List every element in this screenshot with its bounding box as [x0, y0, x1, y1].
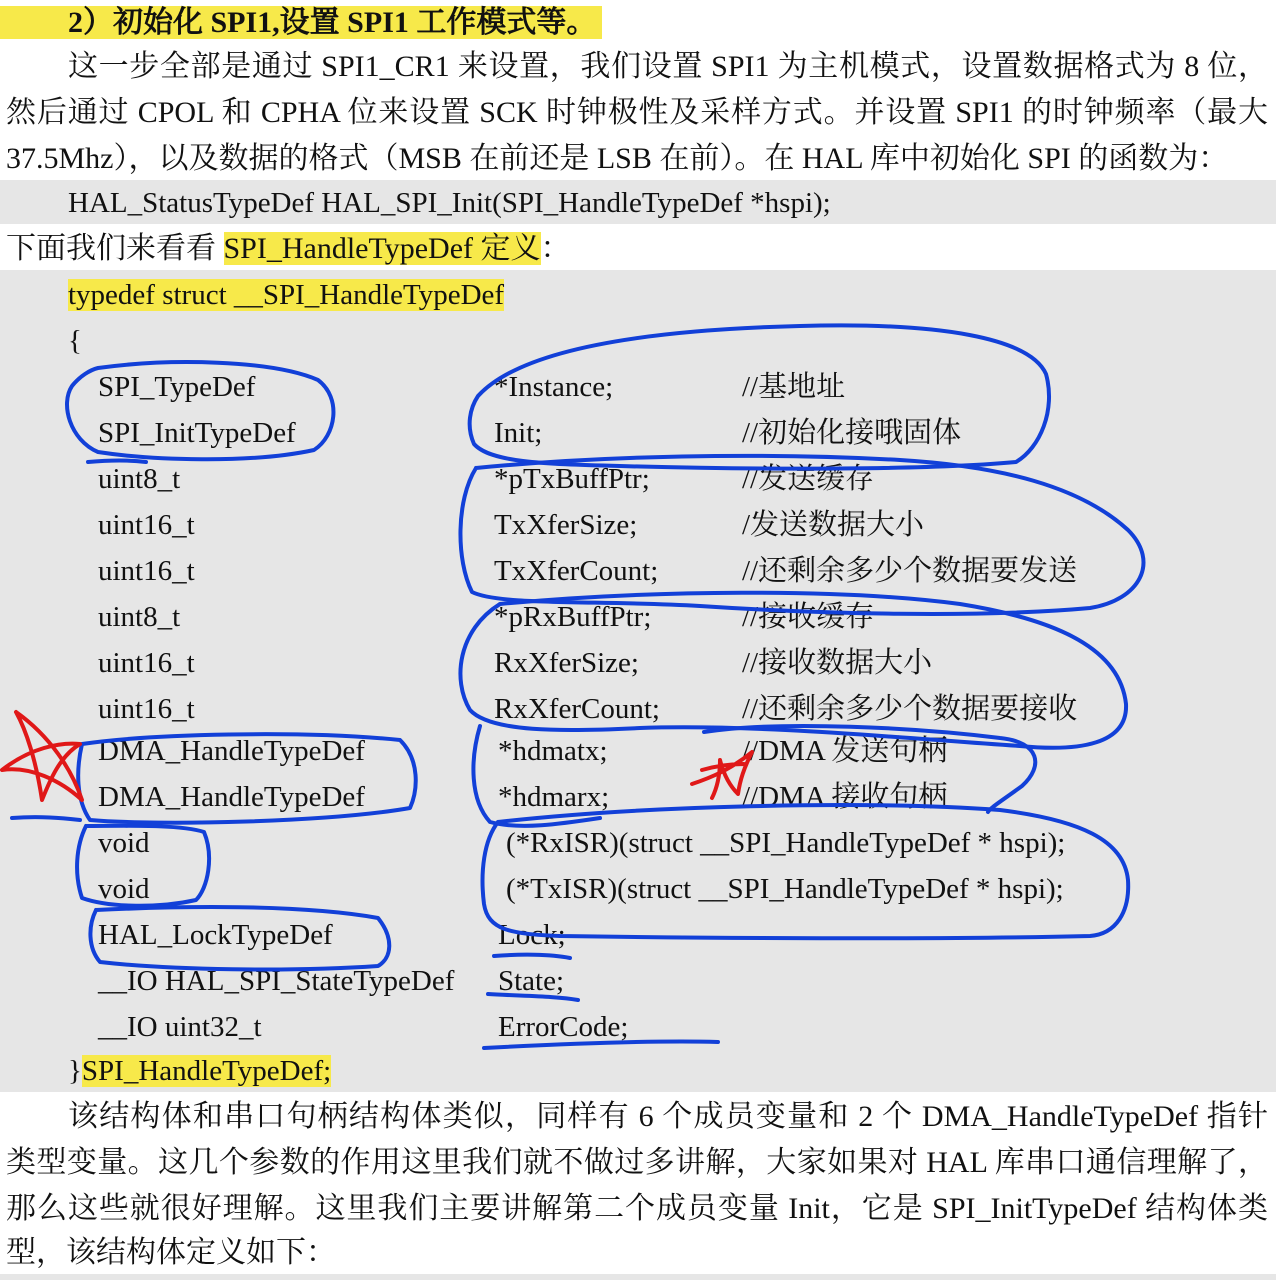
field-type: SPI_TypeDef: [98, 371, 256, 403]
outro-line-3: 那么这些就很好理解。这里我们主要讲解第二个成员变量 Init，它是 SPI_InitTypeDef 结构体类: [6, 1192, 1268, 1225]
struct-close-brace: }: [68, 1055, 82, 1087]
field-name: Init;: [494, 417, 543, 449]
init-function-code: HAL_StatusTypeDef HAL_SPI_Init(SPI_HandleTypeDef *hspi);: [68, 187, 831, 219]
field-name: ErrorCode;: [498, 1011, 629, 1043]
field-type: DMA_HandleTypeDef: [98, 735, 365, 767]
field-type: uint16_t: [98, 693, 195, 725]
field-comment: //初始化接哦固体: [742, 417, 962, 449]
field-comment: //DMA 接收句柄: [742, 781, 948, 813]
field-comment: //还剩余多少个数据要接收: [742, 693, 1078, 725]
intro-line-1: 这一步全部是通过 SPI1_CR1 来设置，我们设置 SPI1 为主机模式，设置数据格式为 8 位，: [68, 50, 1268, 83]
field-comment: //接收缓存: [742, 601, 875, 633]
field-type: uint16_t: [98, 509, 195, 541]
field-name: RxXferSize;: [494, 647, 639, 679]
field-name: RxXferCount;: [494, 693, 660, 725]
section-heading: [0, 0, 1276, 46]
field-type: SPI_InitTypeDef: [98, 417, 296, 449]
field-type: uint8_t: [98, 601, 181, 633]
field-name: (*RxISR)(struct __SPI_HandleTypeDef * hspi);: [506, 827, 1066, 859]
see-definition-suffix: ：: [540, 232, 571, 265]
outro-line-1: 该结构体和串口句柄结构体类似，同样有 6 个成员变量和 2 个 DMA_HandleTypeDef 指针: [68, 1100, 1268, 1133]
field-name: TxXferCount;: [494, 555, 659, 587]
outro-line-4: 型，该结构体定义如下：: [6, 1236, 336, 1269]
see-definition-highlight: SPI_HandleTypeDef 定义: [223, 232, 541, 265]
field-comment: //发送缓存: [742, 463, 875, 495]
see-definition-line: [0, 226, 1276, 272]
field-type: __IO uint32_t: [98, 1011, 262, 1043]
field-name: *hdmarx;: [498, 781, 610, 813]
field-name: State;: [498, 965, 565, 997]
field-name: (*TxISR)(struct __SPI_HandleTypeDef * hspi);: [506, 873, 1064, 905]
field-type: void: [98, 873, 150, 905]
field-type: __IO HAL_SPI_StateTypeDef: [98, 965, 455, 997]
struct-close-name: SPI_HandleTypeDef;: [81, 1055, 332, 1087]
struct-open-line: [68, 272, 504, 318]
field-comment: //接收数据大小: [742, 647, 933, 679]
field-name: *pTxBuffPtr;: [494, 463, 650, 495]
next-code-box-edge: [0, 1274, 1276, 1280]
intro-line-3: 37.5Mhz），以及数据的格式（MSB 在前还是 LSB 在前）。在 HAL 库中初始化 SPI 的函数为：: [6, 142, 1229, 175]
field-type: uint16_t: [98, 555, 195, 587]
field-name: Lock;: [498, 919, 566, 951]
struct-close-line: [68, 1048, 331, 1094]
field-comment: //基地址: [742, 371, 846, 403]
intro-line-2: 然后通过 CPOL 和 CPHA 位来设置 SCK 时钟极性及采样方式。并设置 SPI1 的时钟频率（最大: [6, 96, 1268, 129]
field-comment: /发送数据大小: [742, 509, 925, 541]
field-type: DMA_HandleTypeDef: [98, 781, 365, 813]
field-name: TxXferSize;: [494, 509, 638, 541]
outro-line-2: 类型变量。这几个参数的作用这里我们就不做过多讲解，大家如果对 HAL 库串口通信理解了，: [6, 1146, 1268, 1179]
field-comment: //DMA 发送句柄: [742, 735, 948, 767]
field-comment: //还剩余多少个数据要发送: [742, 555, 1078, 587]
struct-brace-open: {: [68, 325, 82, 357]
field-name: *Instance;: [494, 371, 614, 403]
heading-text: 2）初始化 SPI1,设置 SPI1 工作模式等。: [0, 6, 602, 39]
field-type: HAL_LockTypeDef: [98, 919, 333, 951]
field-type: void: [98, 827, 150, 859]
field-type: uint16_t: [98, 647, 195, 679]
see-definition-prefix: 下面我们来看看: [6, 232, 224, 265]
field-name: *hdmatx;: [498, 735, 608, 767]
field-name: *pRxBuffPtr;: [494, 601, 652, 633]
field-type: uint8_t: [98, 463, 181, 495]
struct-open-text: typedef struct __SPI_HandleTypeDef: [68, 279, 505, 311]
